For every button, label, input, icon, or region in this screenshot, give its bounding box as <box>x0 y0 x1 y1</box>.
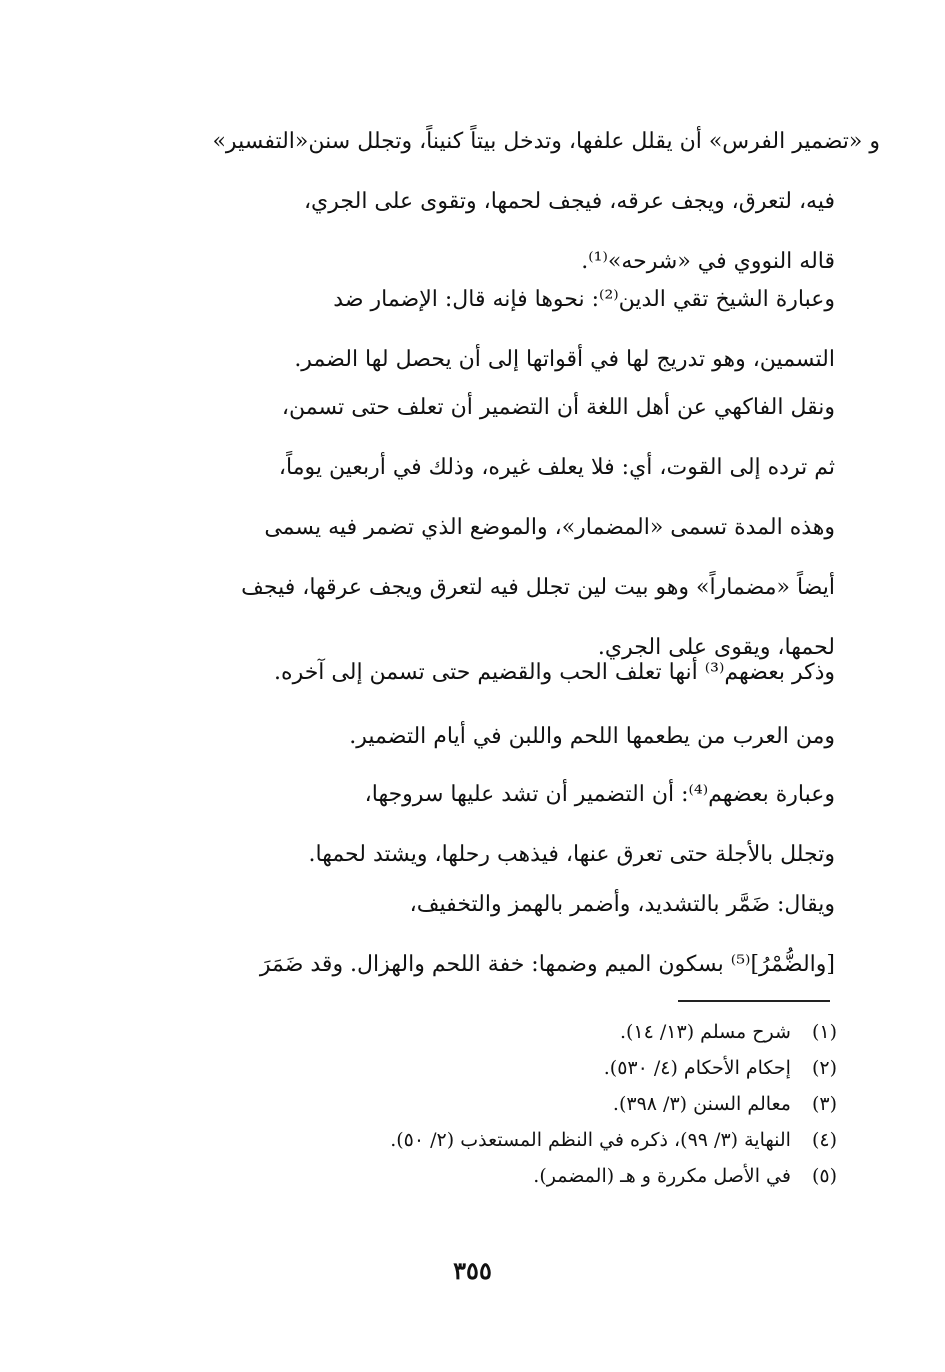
text-line: وهذه المدة تسمى «المضمار»، والموضع الذي تضمر فيه يسمى <box>264 515 835 540</box>
text-line: [والضُّمْرُ]⁽⁵⁾ بسكون الميم وضمها: خفة اللحم والهزال. وقد ضَمَرَ <box>259 952 835 977</box>
text-line: قاله النووي في «شرحه»⁽¹⁾. <box>581 249 835 274</box>
footnote-item <box>137 1122 837 1158</box>
text-line: ويقال: ضَمَّر بالتشديد، وأضمر بالهمز والتخفيف، <box>409 892 835 917</box>
footnote-text: معالم السنن (٣/ ٣٩٨). <box>612 1093 791 1115</box>
text-line: وعبارة بعضهم⁽⁴⁾: أن التضمير أن تشد عليها سروجها، <box>364 782 835 807</box>
paragraph-5 <box>135 707 835 767</box>
footnote-item <box>137 1014 837 1050</box>
text-line: لحمها، ويقوى على الجري. <box>597 635 835 660</box>
page-number: ٣٥٥ <box>453 1256 492 1285</box>
footnote-text: في الأصل مكررة و هـ (المضمر). <box>533 1165 791 1187</box>
paragraph-1 <box>75 112 880 292</box>
footnote-item <box>137 1086 837 1122</box>
text-line: وعبارة الشيخ تقي الدين⁽²⁾: نحوها فإنه قال: الإضمار ضد <box>333 287 835 312</box>
footnote-number: (٢) <box>811 1057 837 1079</box>
text-line: فيه، لتعرق، ويجف عرقه، فيجف لحمها، وتقوى على الجري، <box>303 189 835 214</box>
text-line: و «تضمير الفرس» أن يقلل علفها، وتدخل بيتاً كنيناً، وتجلل سنن«التفسير» <box>212 129 880 154</box>
text-line: ونقل الفاكهي عن أهل اللغة أن التضمير أن تعلف حتى تسمن، <box>281 395 835 420</box>
footnotes <box>137 1014 837 1194</box>
footnote-item <box>137 1158 837 1194</box>
footnote-number: (١) <box>811 1021 837 1043</box>
text-line: وتجلل بالأجلة حتى تعرق عنها، فيذهب رحلها، ويشتد لحمها. <box>308 842 835 867</box>
footnote-text: النهاية (٣/ ٩٩)، ذكره في النظم المستعذب (٢/ ٥٠). <box>390 1129 791 1151</box>
footnote-number: (٤) <box>811 1129 837 1151</box>
text-line: أيضاً «مضماراً» وهو بيت لين تجلل فيه لتعرق ويجف عرقها، فيجف <box>241 575 835 600</box>
paragraph-2 <box>135 270 835 390</box>
paragraph-3 <box>135 378 835 678</box>
text-line: وذكر بعضهم⁽³⁾ أنها تعلف الحب والقضيم حتى تسمن إلى آخره. <box>274 660 835 685</box>
text-line: ومن العرب من يطعمها اللحم واللبن في أيام التضمير. <box>349 724 835 749</box>
footnote-separator <box>678 1000 830 1002</box>
paragraph-7 <box>135 875 835 995</box>
paragraph-6 <box>135 765 835 885</box>
paragraph-4 <box>135 643 835 703</box>
footnote-text: إحكام الأحكام (٤/ ٥٣٠). <box>603 1057 791 1079</box>
footnote-number: (٥) <box>811 1165 837 1187</box>
footnote-text: شرح مسلم (١٣/ ١٤). <box>619 1021 791 1043</box>
footnote-number: (٣) <box>811 1093 837 1115</box>
text-line: ثم ترده إلى القوت، أي: فلا يعلف غيره، وذلك في أربعين يوماً، <box>278 455 835 480</box>
text-line: التسمين، وهو تدريج لها في أقواتها إلى أن يحصل لها الضمر. <box>294 347 835 372</box>
footnote-item <box>137 1050 837 1086</box>
